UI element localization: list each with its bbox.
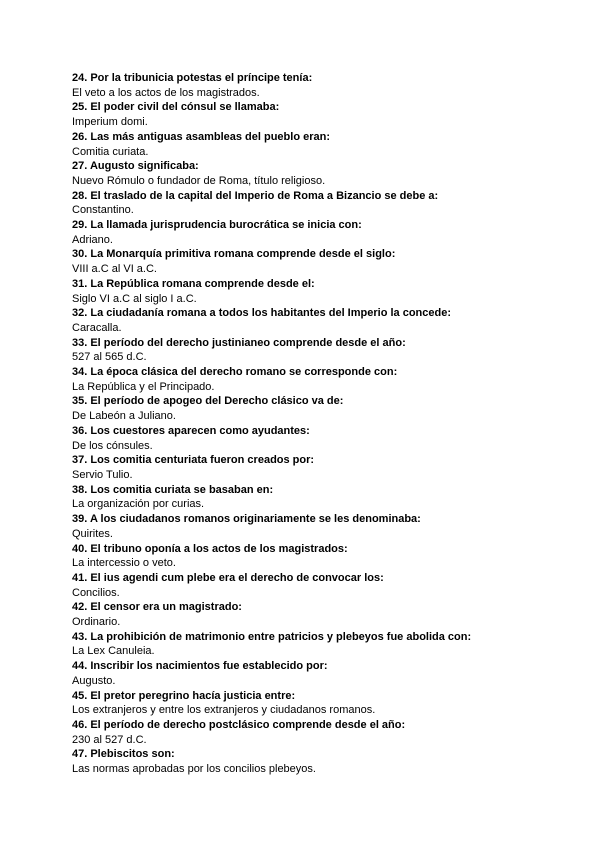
answer: Concilios. [72, 586, 120, 599]
qa-item-41 [72, 571, 572, 600]
answer: Nuevo Rómulo o fundador de Roma, título religioso. [72, 174, 326, 187]
answer: Siglo VI a.C al siglo I a.C. [72, 292, 197, 305]
qa-item-25 [72, 100, 572, 129]
answer: Augusto. [72, 674, 116, 687]
qa-item-42 [72, 600, 572, 629]
answer: El veto a los actos de los magistrados. [72, 86, 260, 99]
question: 45. El pretor peregrino hacía justicia entre: [72, 689, 296, 702]
answer: Imperium domi. [72, 116, 148, 129]
answer: 527 al 565 d.C. [72, 351, 147, 364]
question: 39. A los ciudadanos romanos originariamente se les denominaba: [72, 513, 421, 526]
qa-item-38 [72, 483, 572, 512]
question: 32. La ciudadanía romana a todos los habitantes del Imperio la concede: [72, 307, 451, 320]
answer: Constantino. [72, 204, 134, 217]
question: 35. El período de apogeo del Derecho clásico va de: [72, 395, 344, 408]
question: 43. La prohibición de matrimonio entre patricios y plebeyos fue abolida con: [72, 630, 472, 643]
question: 47. Plebiscitos son: [72, 748, 175, 761]
question: 31. La República romana comprende desde el: [72, 277, 315, 290]
answer: Adriano. [72, 233, 113, 246]
qa-item-35 [72, 394, 572, 423]
answer: Caracalla. [72, 321, 122, 334]
question: 24. Por la tribunicia potestas el príncipe tenía: [72, 72, 313, 84]
answer: 230 al 527 d.C. [72, 733, 147, 746]
question: 36. Los cuestores aparecen como ayudantes: [72, 424, 310, 437]
qa-item-43 [72, 630, 572, 659]
question: 46. El período de derecho postclásico comprende desde el año: [72, 718, 406, 731]
answer: De Labeón a Juliano. [72, 410, 176, 423]
qa-item-26 [72, 130, 572, 159]
document-page [72, 71, 572, 777]
answer: Los extranjeros y entre los extranjeros y ciudadanos romanos. [72, 704, 376, 717]
answer: VIII a.C al VI a.C. [72, 263, 157, 276]
question: 34. La época clásica del derecho romano se corresponde con: [72, 366, 398, 379]
qa-item-33 [72, 336, 572, 365]
qa-item-37 [72, 453, 572, 482]
qa-item-40 [72, 542, 572, 571]
qa-item-28 [72, 189, 572, 218]
qa-item-32 [72, 306, 572, 335]
question: 33. El período del derecho justinianeo comprende desde el año: [72, 336, 406, 349]
qa-item-47 [72, 747, 572, 776]
question: 37. Los comitia centuriata fueron creados por: [72, 454, 315, 467]
question: 44. Inscribir los nacimientos fue establecido por: [72, 660, 328, 673]
answer: De los cónsules. [72, 439, 153, 452]
answer: La organización por curias. [72, 498, 205, 511]
answer: La intercessio o veto. [72, 557, 176, 570]
qa-item-45 [72, 689, 572, 718]
qa-item-34 [72, 365, 572, 394]
question: 27. Augusto significaba: [72, 160, 199, 173]
qa-item-31 [72, 277, 572, 306]
question: 30. La Monarquía primitiva romana comprende desde el siglo: [72, 248, 396, 261]
qa-item-39 [72, 512, 572, 541]
answer: Las normas aprobadas por los concilios plebeyos. [72, 763, 316, 776]
qa-item-24 [72, 71, 572, 100]
question: 29. La llamada jurisprudencia burocrática se inicia con: [72, 219, 362, 232]
question: 25. El poder civil del cónsul se llamaba: [72, 101, 280, 114]
answer: Quirites. [72, 527, 113, 540]
answer: Ordinario. [72, 616, 121, 629]
answer: La República y el Principado. [72, 380, 215, 393]
question: 42. El censor era un magistrado: [72, 601, 242, 614]
question: 28. El traslado de la capital del Imperio de Roma a Bizancio se debe a: [72, 189, 439, 202]
question: 26. Las más antiguas asambleas del pueblo eran: [72, 130, 330, 143]
question: 41. El ius agendi cum plebe era el derecho de convocar los: [72, 571, 384, 584]
answer: La Lex Canuleia. [72, 645, 155, 658]
qa-item-29 [72, 218, 572, 247]
qa-item-27 [72, 159, 572, 188]
answer: Comitia curiata. [72, 145, 149, 158]
qa-item-36 [72, 424, 572, 453]
question: 40. El tribuno oponía a los actos de los magistrados: [72, 542, 348, 555]
qa-item-30 [72, 247, 572, 276]
qa-item-46 [72, 718, 572, 747]
question: 38. Los comitia curiata se basaban en: [72, 483, 274, 496]
qa-item-44 [72, 659, 572, 688]
answer: Servio Tulio. [72, 468, 133, 481]
